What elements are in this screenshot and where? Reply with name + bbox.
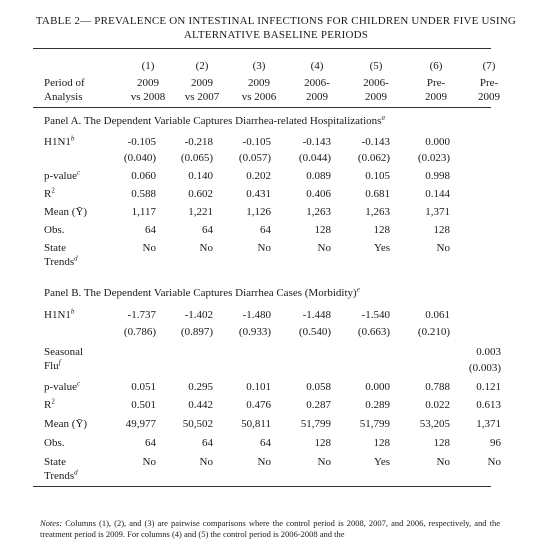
column-number: (1) [141, 60, 155, 72]
column-period-line-2: vs 2006 [241, 91, 277, 103]
panel-a-state-trends: No [142, 242, 156, 254]
column-number: (3) [252, 60, 266, 72]
panel-b-h1n1-se: (0.663) [357, 326, 390, 338]
panel-a-r2: 0.431 [246, 188, 271, 200]
column-period-line-2: 2009 [425, 91, 447, 103]
panel-b-mean: 50,811 [241, 418, 271, 430]
panel-a-h1n1-coef: -0.105 [242, 136, 271, 148]
panel-a-h1n1-se: (0.023) [417, 152, 450, 164]
panel-b-state-trends: No [199, 456, 213, 468]
panel-a-state-trends: Yes [373, 242, 390, 254]
panel-b-h1n1-coef: -1.737 [127, 309, 156, 321]
panel-b-mean: 1,371 [476, 418, 501, 430]
panel-a-obs: 64 [202, 224, 213, 236]
panel-a-state-trends: No [257, 242, 271, 254]
panel-a-r2-label: $R^2$ [44, 186, 55, 200]
bottom-rule [33, 486, 491, 487]
panel-a-mean-label: Mean (Ȳ) [44, 206, 88, 218]
panel-b-obs: 128 [433, 437, 450, 449]
panel-a-pvalue: 0.140 [188, 170, 213, 182]
panel-a-pvalue: 0.105 [365, 170, 390, 182]
panel-a-obs: 64 [260, 224, 271, 236]
column-period-line-1: 2009 [137, 77, 159, 89]
column-number: (7) [482, 60, 496, 72]
panel-a-r2: 0.588 [131, 188, 156, 200]
column-period-line-2: vs 2008 [130, 91, 166, 103]
panel-a-mean: 1,263 [306, 206, 331, 218]
panel-b-r2-label: $R^2$ [44, 397, 55, 411]
panel-b-h1n1-se: (0.786) [123, 326, 156, 338]
panel-b-obs-label: Obs. [44, 437, 65, 449]
panel-a-mean: 1,371 [425, 206, 450, 218]
panel-b-h1n1-se: (0.210) [417, 326, 450, 338]
panel-a-state-label-1: State [44, 242, 66, 254]
panel-b-mean-label: Mean (Ȳ) [44, 418, 88, 430]
panel-b-pvalue-label: p-value$^c$ [44, 379, 81, 393]
panel-b-r2: 0.442 [188, 399, 213, 411]
panel-b-r2: 0.289 [365, 399, 390, 411]
panel-a-state-label-2: Trends$^d$ [44, 254, 78, 268]
panel-b-h1n1-se: (0.897) [180, 326, 213, 338]
panel-b-state-label-2: Trends$^d$ [44, 468, 78, 482]
panel-a-state-trends: No [436, 242, 450, 254]
panel-a-pvalue: 0.089 [306, 170, 331, 182]
column-number: (4) [310, 60, 324, 72]
panel-a-h1n1-coef: -0.143 [302, 136, 331, 148]
panel-b-mean: 51,799 [300, 418, 331, 430]
panel-a-h1n1-coef: -0.218 [184, 136, 213, 148]
column-number: (5) [369, 60, 383, 72]
panel-a-mean: 1,126 [246, 206, 271, 218]
panel-a-obs: 128 [433, 224, 450, 236]
notes-label: Notes: [40, 518, 63, 528]
panel-b-pvalue: 0.295 [188, 381, 213, 393]
panel-a-pvalue: 0.202 [246, 170, 271, 182]
panel-a-h1n1-coef: -0.105 [127, 136, 156, 148]
panel-b-pvalue: 0.121 [476, 381, 501, 393]
panel-b-flu-coef: 0.003 [476, 346, 501, 358]
panel-b-mean: 50,502 [182, 418, 213, 430]
panel-b-state-trends: No [142, 456, 156, 468]
panel-b-state-trends: No [436, 456, 450, 468]
panel-b-mean: 53,205 [419, 418, 450, 430]
panel-b-mean: 49,977 [125, 418, 156, 430]
panel-b-state-trends: No [317, 456, 331, 468]
column-period-line-2: vs 2007 [184, 91, 220, 103]
column-period-line-1: 2009 [248, 77, 270, 89]
column-period-line-1: 2009 [191, 77, 213, 89]
column-period-line-1: Pre- [426, 77, 446, 89]
panel-a-state-trends: No [317, 242, 331, 254]
panel-b-r2: 0.613 [476, 399, 501, 411]
panel-b-title: Panel B. The Dependent Variable Captures Diarrhea Cases (Morbidity)$^e$ [44, 285, 360, 299]
panel-a-mean: 1,263 [365, 206, 390, 218]
panel-b-h1n1-coef: -1.402 [184, 309, 213, 321]
column-period-line-2: 2009 [365, 91, 387, 103]
panel-b-state-trends: No [487, 456, 501, 468]
panel-b-obs: 64 [202, 437, 213, 449]
panel-b-r2: 0.501 [131, 399, 156, 411]
table-title-line-1: TABLE 2— PREVALENCE ON INTESTINAL INFECTIONS FOR CHILDREN UNDER FIVE USING [35, 15, 517, 27]
panel-b-obs: 64 [260, 437, 271, 449]
column-period-line-2: 2009 [478, 91, 500, 103]
panel-b-r2: 0.476 [246, 399, 271, 411]
panel-a-h1n1-se: (0.044) [298, 152, 331, 164]
panel-a-h1n1-se: (0.057) [238, 152, 271, 164]
panel-a-pvalue: 0.060 [131, 170, 156, 182]
column-period-line-1: 2006- [363, 77, 389, 89]
panel-a-pvalue-label: p-value$^c$ [44, 168, 81, 182]
panel-b-obs: 64 [145, 437, 156, 449]
panel-a-mean: 1,117 [131, 206, 156, 218]
panel-b-pvalue: 0.788 [425, 381, 450, 393]
period-label-line-1: Period of [44, 77, 85, 89]
panel-b-obs: 96 [490, 437, 501, 449]
panel-a-h1n1-coef: -0.143 [361, 136, 390, 148]
panel-a-h1n1-se: (0.062) [357, 152, 390, 164]
panel-b-obs: 128 [314, 437, 331, 449]
panel-b-h1n1-coef: 0.061 [425, 309, 450, 321]
table-title-line-2: ALTERNATIVE BASELINE PERIODS [183, 29, 369, 41]
panel-a-state-trends: No [199, 242, 213, 254]
panel-a-title: Panel A. The Dependent Variable Captures Diarrhea-related Hospitalizations$^a$ [44, 113, 385, 127]
panel-b-state-label-1: State [44, 456, 66, 468]
panel-a-r2: 0.406 [306, 188, 331, 200]
panel-a-h1n1-label: H1N1$^b$ [44, 134, 75, 148]
panel-b-pvalue: 0.000 [365, 381, 390, 393]
panel-b-r2: 0.287 [306, 399, 331, 411]
panel-b-state-trends: Yes [373, 456, 390, 468]
period-label-line-2: Analysis [44, 91, 83, 103]
panel-a-obs: 128 [373, 224, 390, 236]
panel-a-r2: 0.602 [188, 188, 213, 200]
panel-b-pvalue: 0.101 [246, 381, 271, 393]
column-period-line-1: Pre- [479, 77, 499, 89]
column-period-line-2: 2009 [306, 91, 328, 103]
panel-b-h1n1-label: H1N1$^b$ [44, 307, 75, 321]
panel-a-h1n1-se: (0.040) [123, 152, 156, 164]
header-rule [33, 107, 491, 108]
panel-b-h1n1-coef: -1.540 [361, 309, 390, 321]
panel-b-pvalue: 0.058 [306, 381, 331, 393]
panel-a-mean: 1,221 [188, 206, 213, 218]
panel-b-flu-label-2: Flu$^f$ [44, 358, 61, 372]
panel-a-h1n1-se: (0.065) [180, 152, 213, 164]
panel-a-r2: 0.681 [365, 188, 390, 200]
panel-b-flu-se: (0.003) [468, 362, 501, 374]
column-number: (6) [429, 60, 443, 72]
panel-a-obs: 64 [145, 224, 156, 236]
table-notes [40, 518, 500, 540]
panel-b-obs: 128 [373, 437, 390, 449]
panel-b-h1n1-se: (0.933) [238, 326, 271, 338]
panel-a-obs: 128 [314, 224, 331, 236]
top-rule [33, 48, 491, 49]
panel-b-h1n1-coef: -1.448 [302, 309, 331, 321]
panel-b-mean: 51,799 [359, 418, 390, 430]
panel-a-h1n1-coef: 0.000 [425, 136, 450, 148]
panel-b-flu-label-1: Seasonal [44, 346, 84, 358]
panel-b-state-trends: No [257, 456, 271, 468]
panel-b-pvalue: 0.051 [131, 381, 156, 393]
column-period-line-1: 2006- [304, 77, 330, 89]
panel-b-h1n1-coef: -1.480 [242, 309, 271, 321]
notes-text: Columns (1), (2), and (3) are pairwise comparisons where the control period is 2008, 2007, and 2006, respectively, and the treatment period is 2009. For columns (4) and (5) the control period is 2006-2008 and the [40, 518, 500, 539]
panel-a-pvalue: 0.998 [425, 170, 450, 182]
panel-a-obs-label: Obs. [44, 224, 65, 236]
panel-b-r2: 0.022 [425, 399, 450, 411]
panel-a-r2: 0.144 [425, 188, 450, 200]
panel-b-h1n1-se: (0.540) [298, 326, 331, 338]
column-number: (2) [195, 60, 209, 72]
